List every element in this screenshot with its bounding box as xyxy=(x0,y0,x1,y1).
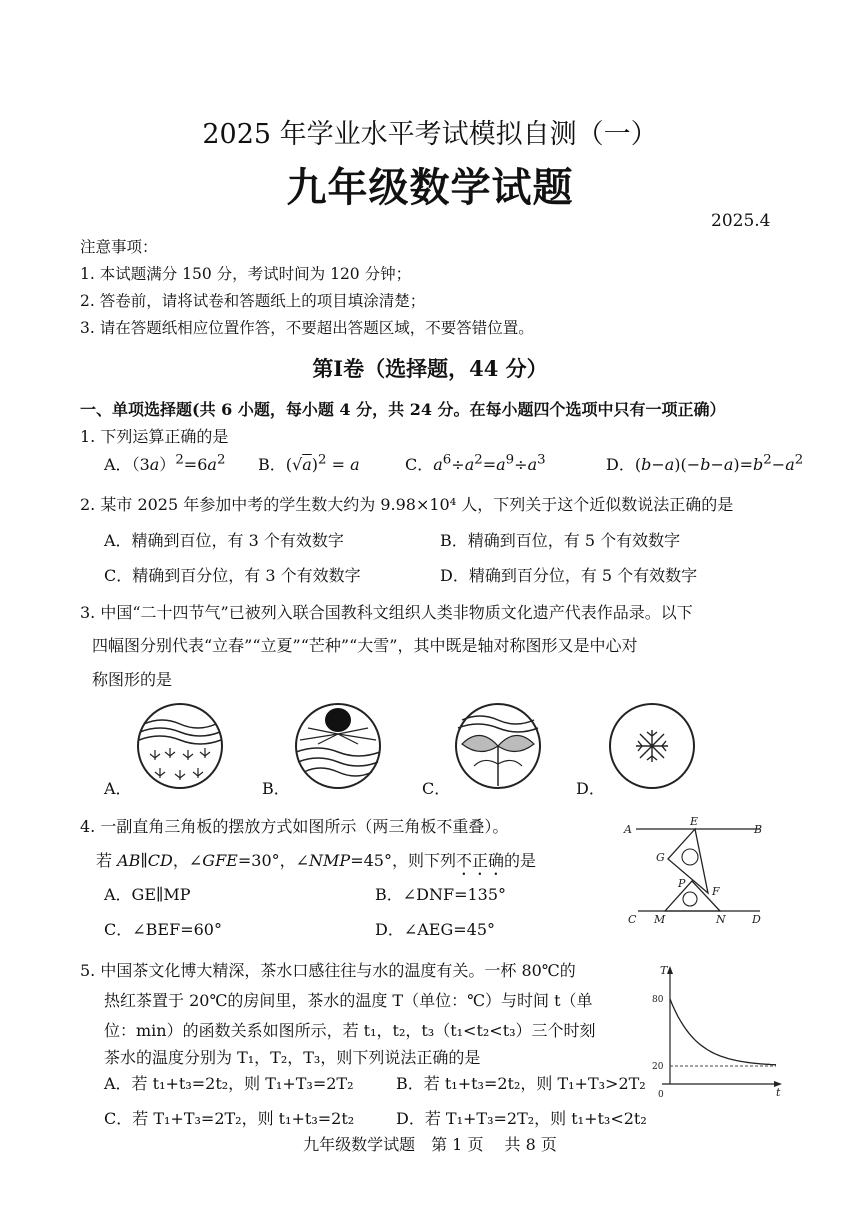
exam-title-line2: 九年级数学试题 xyxy=(286,164,574,211)
q3-line-2: 四幅图分别代表“立春”“立夏”“芒种”“大雪”，其中既是轴对称图形又是中心对 xyxy=(92,636,638,655)
q1-d-label: D． xyxy=(606,455,635,474)
label-e: E xyxy=(690,815,699,828)
q4-option-a: A．GE∥MP xyxy=(104,885,191,904)
q4-option-c: C．∠BEF=60° xyxy=(104,920,222,939)
q3-line-1: 3. 中国“二十四节气”已被列入联合国教科文组织人类非物质文化遗产代表作品录。以下 xyxy=(80,603,693,622)
q2-option-b: B．精确到百位，有 5 个有效数字 xyxy=(440,531,681,550)
triangle-figure xyxy=(620,815,770,930)
q5-line-3: 位：min）的函数关系如图所示，若 t₁，t₂，t₃（t₁<t₂<t₃）三个时刻 xyxy=(104,1021,596,1040)
label-f: F xyxy=(712,885,720,898)
part-title: 一、单项选择题(共 6 小题，每小题 4 分，共 24 分。在每小题四个选项中只有一项正确） xyxy=(80,400,726,419)
origin-label: 0 xyxy=(658,1090,664,1100)
label-n: N xyxy=(716,913,726,926)
label-a: A xyxy=(624,823,632,836)
solar-term-figure-a xyxy=(130,700,230,790)
page-footer: 九年级数学试题 第 1 页 共 8 页 xyxy=(303,1135,557,1154)
q4-option-b: B．∠DNF=135° xyxy=(375,885,507,904)
q2-option-d: D．精确到百分位，有 5 个有效数字 xyxy=(440,566,698,585)
q2-option-a: A．精确到百位，有 3 个有效数字 xyxy=(104,531,344,550)
note-item-3: 3. 请在答题纸相应位置作答，不要超出答题区域，不要答错位置。 xyxy=(80,319,534,337)
solar-term-figure-b xyxy=(288,700,388,790)
q5-option-c: C．若 T₁+T₃=2T₂，则 t₁+t₃=2t₂ xyxy=(104,1109,355,1128)
q1-option-c: C．$a^6\div a^2=a^9\div a^3$ xyxy=(405,452,546,474)
q3-line-3: 称图形的是 xyxy=(92,670,173,689)
note-item-1: 1. 本试题满分 150 分，考试时间为 120 分钟； xyxy=(80,265,412,283)
section-title: 第Ⅰ卷（选择题，44 分） xyxy=(312,356,548,381)
solar-term-figure-c xyxy=(448,700,548,790)
q3-label-c: C． xyxy=(422,779,451,798)
solar-term-figure-d xyxy=(602,700,702,790)
y-axis-label: T xyxy=(660,964,668,977)
q4-condition: 若 AB∥CD，∠GFE=30°，∠NMP=45°，则下列不正确的是 xyxy=(96,851,537,870)
label-p: P xyxy=(678,877,686,890)
q3-label-a: A． xyxy=(104,779,132,798)
label-g: G xyxy=(656,851,665,864)
q5-option-b: B．若 t₁+t₃=2t₂，则 T₁+T₃>2T₂ xyxy=(396,1074,646,1093)
q1-b-label: B． xyxy=(258,455,286,474)
q1-option-d: D．$(b-a)(-b-a)=b^2-a^2$ xyxy=(606,452,804,474)
label-d: D xyxy=(752,913,761,926)
note-item-2: 2. 答卷前，请将试卷和答题纸上的项目填涂清楚； xyxy=(80,292,426,310)
triangle-upper-hole xyxy=(682,849,698,865)
triangle-upper xyxy=(668,829,708,893)
exam-date: 2025.4 xyxy=(711,211,771,231)
q4-stem: 4. 一副直角三角板的摆放方式如图所示（两三角板不重叠）。 xyxy=(80,817,509,836)
q1-a-label: A． xyxy=(104,455,132,474)
q1-c-label: C． xyxy=(405,455,434,474)
label-b: B xyxy=(754,823,763,836)
y-tick-20: 20 xyxy=(652,1062,664,1072)
triangle-lower-hole xyxy=(683,892,697,906)
q5-line-1: 5. 中国茶文化博大精深，茶水口感往往与水的温度有关。一杯 80℃的 xyxy=(80,961,576,980)
temperature-curve xyxy=(670,999,776,1065)
q3-label-b: B． xyxy=(262,779,290,798)
q5-line-4: 茶水的温度分别为 T₁，T₂，T₃，则下列说法正确的是 xyxy=(104,1048,481,1067)
q5-option-d: D．若 T₁+T₃=2T₂，则 t₁+t₃<2t₂ xyxy=(396,1109,647,1128)
q5-line-2: 热红茶置于 20℃的房间里，茶水的温度 T（单位：℃）与时间 t（单 xyxy=(104,991,593,1010)
temperature-graph xyxy=(648,962,788,1102)
q4-option-d: D．∠AEG=45° xyxy=(375,920,496,939)
x-axis-label: t xyxy=(776,1086,781,1099)
exam-title-line1: 2025 年学业水平考试模拟自测（一） xyxy=(202,119,658,150)
q2-stem: 2. 某市 2025 年参加中考的学生数大约为 9.98×10⁴ 人，下列关于这个近似数说法正确的是 xyxy=(80,495,734,514)
y-tick-80: 80 xyxy=(652,995,664,1005)
notes-block xyxy=(80,234,534,342)
q3-label-d: D． xyxy=(576,779,605,798)
q5-option-a: A．若 t₁+t₃=2t₂，则 T₁+T₃=2T₂ xyxy=(104,1074,354,1093)
label-c: C xyxy=(628,913,637,926)
label-m: M xyxy=(654,913,666,926)
notes-heading: 注意事项： xyxy=(80,238,158,256)
q1-stem: 1. 下列运算正确的是 xyxy=(80,427,229,446)
q2-option-c: C．精确到百分位，有 3 个有效数字 xyxy=(104,566,361,585)
q1-option-b: B．$(√a)^2 = a$ xyxy=(258,452,360,474)
q1-option-a: A．$(3a)^2=6a^2$ xyxy=(104,452,226,474)
